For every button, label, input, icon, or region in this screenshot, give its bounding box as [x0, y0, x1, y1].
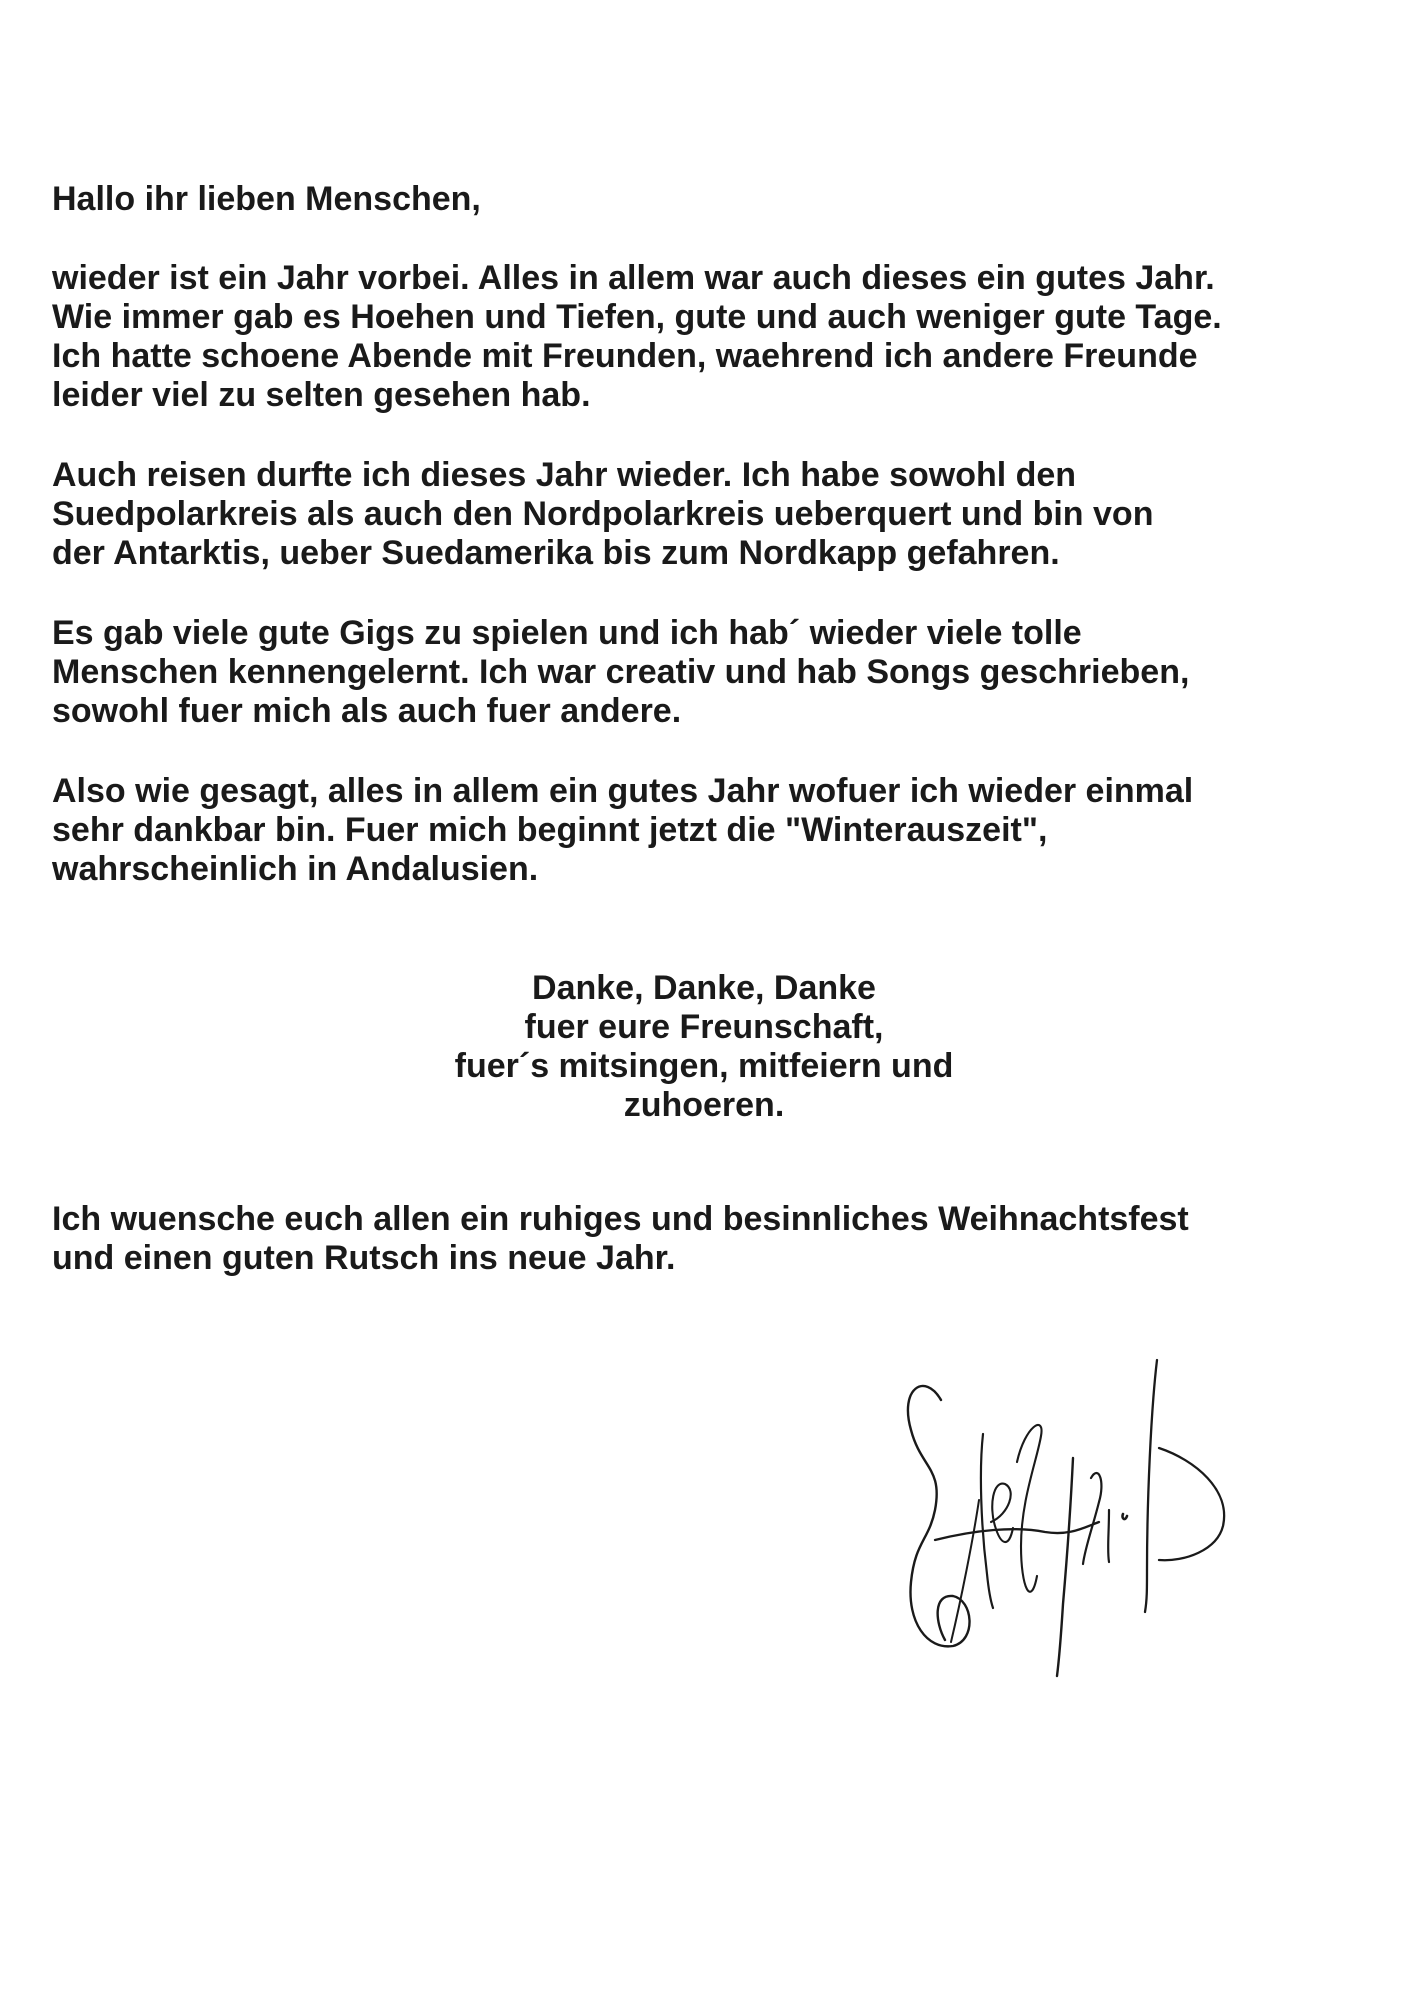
closing-line: Ich wuensche euch allen ein ruhiges und besinnliches Weihnachtsfest [52, 1200, 1189, 1238]
paragraph-travel [52, 456, 1362, 573]
paragraph-line: Auch reisen durfte ich dieses Jahr wieder. Ich habe sowohl den [52, 456, 1077, 494]
paragraph-line: Wie immer gab es Hoehen und Tiefen, gute und auch weniger gute Tage. [52, 298, 1222, 336]
paragraph-line: Suedpolarkreis als auch den Nordpolarkreis ueberquert und bin von [52, 495, 1154, 533]
thanks-line: zuhoeren. [623, 1086, 785, 1124]
paragraph-line: sehr dankbar bin. Fuer mich beginnt jetzt die "Winterauszeit", [52, 811, 1048, 849]
paragraph-line: Also wie gesagt, alles in allem ein gutes Jahr wofuer ich wieder einmal [52, 772, 1194, 810]
greeting [52, 180, 1362, 219]
thanks-line: fuer eure Freunschaft, [524, 1008, 884, 1046]
paragraph-line: der Antarktis, ueber Suedamerika bis zum Nordkapp gefahren. [52, 534, 1060, 572]
paragraph-line: Menschen kennengelernt. Ich war creativ und hab Songs geschrieben, [52, 653, 1190, 691]
paragraph-line: Es gab viele gute Gigs zu spielen und ich hab´ wieder viele tolle [52, 614, 1082, 652]
paragraph-line: wieder ist ein Jahr vorbei. Alles in allem war auch dieses ein gutes Jahr. [52, 259, 1215, 297]
paragraph-line: leider viel zu selten gesehen hab. [52, 376, 591, 414]
paragraph-summary [52, 772, 1362, 889]
letter-body [52, 180, 1362, 889]
paragraph-gigs [52, 614, 1362, 731]
thanks-line: fuer´s mitsingen, mitfeiern und [454, 1047, 954, 1085]
paragraph-line: sowohl fuer mich als auch fuer andere. [52, 692, 682, 730]
closing-line: und einen guten Rutsch ins neue Jahr. [52, 1239, 676, 1277]
closing-wishes [52, 1200, 1362, 1278]
greeting-line: Hallo ihr lieben Menschen, [52, 180, 481, 218]
thanks-block [0, 969, 1408, 1125]
handwritten-signature-icon [895, 1350, 1255, 1695]
paragraph-year-review [52, 259, 1362, 415]
paragraph-line: Ich hatte schoene Abende mit Freunden, waehrend ich andere Freunde [52, 337, 1198, 375]
thanks-line: Danke, Danke, Danke [532, 969, 876, 1007]
paragraph-line: wahrscheinlich in Andalusien. [52, 850, 539, 888]
